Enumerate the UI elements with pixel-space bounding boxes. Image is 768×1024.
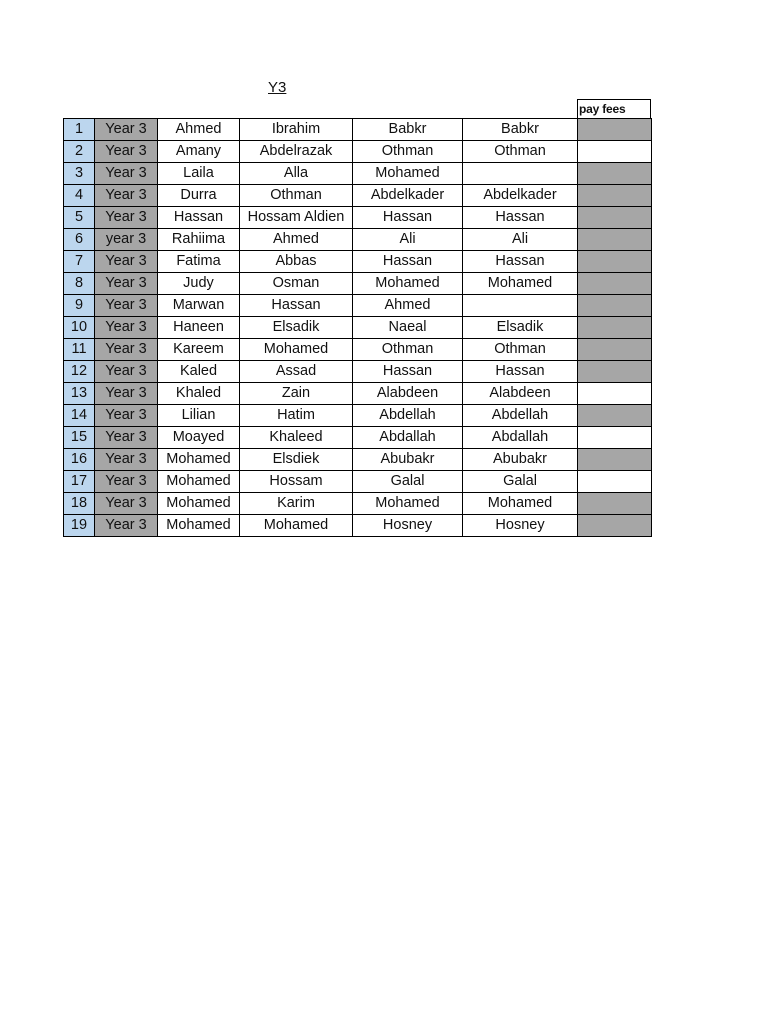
table-row <box>64 427 652 449</box>
row-number-cell[interactable]: 3 <box>64 163 95 185</box>
table-row <box>64 515 652 537</box>
fourth-name-cell[interactable] <box>463 163 578 185</box>
fourth-name-cell[interactable]: Mohamed <box>463 273 578 295</box>
second-name-cell[interactable]: Hossam <box>240 471 353 493</box>
pay-fees-cell[interactable] <box>578 339 652 361</box>
fourth-name-cell[interactable]: Hosney <box>463 515 578 537</box>
second-name-cell[interactable]: Mohamed <box>240 339 353 361</box>
second-name-cell[interactable]: Hossam Aldien <box>240 207 353 229</box>
pay-fees-cell[interactable] <box>578 251 652 273</box>
first-name-cell[interactable]: Amany <box>158 141 240 163</box>
row-number-cell[interactable]: 12 <box>64 361 95 383</box>
row-number-cell[interactable]: 7 <box>64 251 95 273</box>
second-name-cell[interactable]: Karim <box>240 493 353 515</box>
fourth-name-cell[interactable] <box>463 295 578 317</box>
second-name-cell[interactable]: Zain <box>240 383 353 405</box>
table-row <box>64 449 652 471</box>
first-name-cell[interactable]: Fatima <box>158 251 240 273</box>
year-cell[interactable]: Year 3 <box>95 119 158 141</box>
second-name-cell[interactable]: Khaleed <box>240 427 353 449</box>
fourth-name-cell[interactable]: Othman <box>463 339 578 361</box>
first-name-cell[interactable]: Judy <box>158 273 240 295</box>
row-number-cell[interactable]: 18 <box>64 493 95 515</box>
second-name-cell[interactable]: Osman <box>240 273 353 295</box>
row-number-cell[interactable]: 6 <box>64 229 95 251</box>
row-number-cell[interactable]: 4 <box>64 185 95 207</box>
year-cell[interactable]: Year 3 <box>95 295 158 317</box>
third-name-cell[interactable]: Hosney <box>353 515 463 537</box>
first-name-cell[interactable]: Rahiima <box>158 229 240 251</box>
third-name-cell[interactable]: Hassan <box>353 361 463 383</box>
first-name-cell[interactable]: Khaled <box>158 383 240 405</box>
year-cell[interactable]: Year 3 <box>95 471 158 493</box>
row-number-cell[interactable]: 9 <box>64 295 95 317</box>
pay-fees-cell[interactable] <box>578 427 652 449</box>
pay-fees-cell[interactable] <box>578 295 652 317</box>
pay-fees-cell[interactable] <box>578 515 652 537</box>
third-name-cell[interactable]: Ahmed <box>353 295 463 317</box>
second-name-cell[interactable]: Ibrahim <box>240 119 353 141</box>
third-name-cell[interactable]: Abdellah <box>353 405 463 427</box>
second-name-cell[interactable]: Elsadik <box>240 317 353 339</box>
year-cell[interactable]: Year 3 <box>95 427 158 449</box>
year-cell[interactable]: Year 3 <box>95 493 158 515</box>
second-name-cell[interactable]: Hassan <box>240 295 353 317</box>
third-name-cell[interactable]: Othman <box>353 141 463 163</box>
third-name-cell[interactable]: Naeal <box>353 317 463 339</box>
fourth-name-cell[interactable]: Ali <box>463 229 578 251</box>
pay-fees-cell[interactable] <box>578 141 652 163</box>
second-name-cell[interactable]: Othman <box>240 185 353 207</box>
table-row <box>64 251 652 273</box>
first-name-cell[interactable]: Mohamed <box>158 493 240 515</box>
table-row <box>64 229 652 251</box>
row-number-cell[interactable]: 11 <box>64 339 95 361</box>
pay-fees-cell[interactable] <box>578 383 652 405</box>
year-cell[interactable]: Year 3 <box>95 251 158 273</box>
table-row <box>64 295 652 317</box>
fourth-name-cell[interactable]: Hassan <box>463 251 578 273</box>
third-name-cell[interactable]: Abdelkader <box>353 185 463 207</box>
pay-fees-cell[interactable] <box>578 493 652 515</box>
year-cell[interactable]: Year 3 <box>95 207 158 229</box>
fourth-name-cell[interactable]: Hassan <box>463 207 578 229</box>
pay-fees-cell[interactable] <box>578 471 652 493</box>
year-cell[interactable]: Year 3 <box>95 515 158 537</box>
row-number-cell[interactable]: 1 <box>64 119 95 141</box>
table-row <box>64 361 652 383</box>
second-name-cell[interactable]: Alla <box>240 163 353 185</box>
row-number-cell[interactable]: 16 <box>64 449 95 471</box>
second-name-cell[interactable]: Hatim <box>240 405 353 427</box>
third-name-cell[interactable]: Ali <box>353 229 463 251</box>
year-cell[interactable]: Year 3 <box>95 273 158 295</box>
third-name-cell[interactable]: Hassan <box>353 251 463 273</box>
pay-fees-cell[interactable] <box>578 317 652 339</box>
year-cell[interactable]: Year 3 <box>95 185 158 207</box>
third-name-cell[interactable]: Abubakr <box>353 449 463 471</box>
second-name-cell[interactable]: Assad <box>240 361 353 383</box>
year-cell[interactable]: Year 3 <box>95 163 158 185</box>
fourth-name-cell[interactable]: Abdellah <box>463 405 578 427</box>
student-table <box>63 118 652 537</box>
first-name-cell[interactable]: Laila <box>158 163 240 185</box>
pay-fees-header: pay fees <box>577 99 651 119</box>
fourth-name-cell[interactable]: Othman <box>463 141 578 163</box>
table-row <box>64 471 652 493</box>
row-number-cell[interactable]: 14 <box>64 405 95 427</box>
table-row <box>64 339 652 361</box>
first-name-cell[interactable]: Kareem <box>158 339 240 361</box>
year-cell[interactable]: Year 3 <box>95 383 158 405</box>
pay-fees-cell[interactable] <box>578 449 652 471</box>
row-number-cell[interactable]: 17 <box>64 471 95 493</box>
second-name-cell[interactable]: Abdelrazak <box>240 141 353 163</box>
third-name-cell[interactable]: Mohamed <box>353 493 463 515</box>
first-name-cell[interactable]: Ahmed <box>158 119 240 141</box>
year-cell[interactable]: year 3 <box>95 229 158 251</box>
pay-fees-cell[interactable] <box>578 273 652 295</box>
third-name-cell[interactable]: Mohamed <box>353 163 463 185</box>
first-name-cell[interactable]: Marwan <box>158 295 240 317</box>
row-number-cell[interactable]: 10 <box>64 317 95 339</box>
third-name-cell[interactable]: Mohamed <box>353 273 463 295</box>
row-number-cell[interactable]: 5 <box>64 207 95 229</box>
second-name-cell[interactable]: Ahmed <box>240 229 353 251</box>
year-cell[interactable]: Year 3 <box>95 449 158 471</box>
fourth-name-cell[interactable]: Hassan <box>463 361 578 383</box>
third-name-cell[interactable]: Galal <box>353 471 463 493</box>
fourth-name-cell[interactable]: Mohamed <box>463 493 578 515</box>
pay-fees-cell[interactable] <box>578 405 652 427</box>
first-name-cell[interactable]: Kaled <box>158 361 240 383</box>
pay-fees-cell[interactable] <box>578 229 652 251</box>
row-number-cell[interactable]: 2 <box>64 141 95 163</box>
second-name-cell[interactable]: Elsdiek <box>240 449 353 471</box>
row-number-cell[interactable]: 15 <box>64 427 95 449</box>
first-name-cell[interactable]: Moayed <box>158 427 240 449</box>
table-row <box>64 141 652 163</box>
third-name-cell[interactable]: Othman <box>353 339 463 361</box>
pay-fees-cell[interactable] <box>578 163 652 185</box>
pay-fees-cell[interactable] <box>578 361 652 383</box>
table-row <box>64 405 652 427</box>
second-name-cell[interactable]: Mohamed <box>240 515 353 537</box>
table-row <box>64 493 652 515</box>
third-name-cell[interactable]: Hassan <box>353 207 463 229</box>
first-name-cell[interactable]: Haneen <box>158 317 240 339</box>
pay-fees-cell[interactable] <box>578 185 652 207</box>
fourth-name-cell[interactable]: Galal <box>463 471 578 493</box>
fourth-name-cell[interactable]: Abdallah <box>463 427 578 449</box>
year-cell[interactable]: Year 3 <box>95 317 158 339</box>
year-cell[interactable]: Year 3 <box>95 339 158 361</box>
sheet-title: Y3 <box>268 79 287 96</box>
third-name-cell[interactable]: Babkr <box>353 119 463 141</box>
fourth-name-cell[interactable]: Alabdeen <box>463 383 578 405</box>
first-name-cell[interactable]: Mohamed <box>158 449 240 471</box>
row-number-cell[interactable]: 13 <box>64 383 95 405</box>
first-name-cell[interactable]: Lilian <box>158 405 240 427</box>
table-row <box>64 163 652 185</box>
table-row <box>64 207 652 229</box>
fourth-name-cell[interactable]: Abdelkader <box>463 185 578 207</box>
pay-fees-cell[interactable] <box>578 119 652 141</box>
row-number-cell[interactable]: 8 <box>64 273 95 295</box>
year-cell[interactable]: Year 3 <box>95 361 158 383</box>
table-row <box>64 273 652 295</box>
fourth-name-cell[interactable]: Abubakr <box>463 449 578 471</box>
fourth-name-cell[interactable]: Elsadik <box>463 317 578 339</box>
third-name-cell[interactable]: Alabdeen <box>353 383 463 405</box>
third-name-cell[interactable]: Abdallah <box>353 427 463 449</box>
first-name-cell[interactable]: Hassan <box>158 207 240 229</box>
table-row <box>64 383 652 405</box>
table-row <box>64 317 652 339</box>
first-name-cell[interactable]: Mohamed <box>158 515 240 537</box>
first-name-cell[interactable]: Mohamed <box>158 471 240 493</box>
year-cell[interactable]: Year 3 <box>95 405 158 427</box>
fourth-name-cell[interactable]: Babkr <box>463 119 578 141</box>
table-row <box>64 119 652 141</box>
year-cell[interactable]: Year 3 <box>95 141 158 163</box>
pay-fees-cell[interactable] <box>578 207 652 229</box>
table-row <box>64 185 652 207</box>
row-number-cell[interactable]: 19 <box>64 515 95 537</box>
second-name-cell[interactable]: Abbas <box>240 251 353 273</box>
first-name-cell[interactable]: Durra <box>158 185 240 207</box>
